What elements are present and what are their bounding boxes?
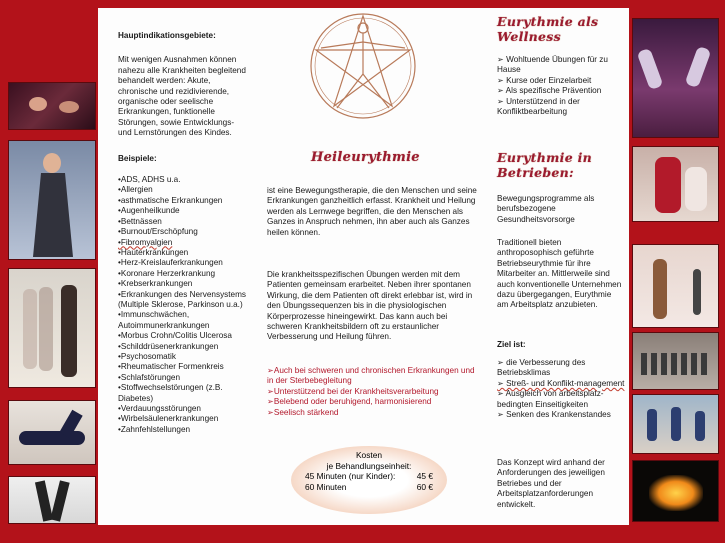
example-item: •Koronare Herzerkrankung — [118, 268, 216, 278]
wellness-item: ➢ Unterstützend in der Konfliktbearbeitung — [497, 96, 580, 117]
photo-group-red — [632, 146, 719, 222]
goal-item: ➢ Streß- und Konflikt-management — [497, 378, 625, 388]
example-item: •Psychosomatik — [118, 351, 176, 361]
cost-badge — [291, 446, 447, 514]
example-item: •Verdauungsstörungen — [118, 404, 201, 413]
vitruvian-pentagram-icon — [303, 8, 423, 124]
example-item: •Herz-Kreislauferkrankungen — [118, 258, 223, 268]
example-item: •ADS, ADHS u.a. — [118, 175, 181, 185]
indications-column — [98, 8, 263, 525]
example-item: •Rheumatischer Formenkreis — [118, 362, 224, 372]
example-item: •Immunschwächen, Autoimmunerkrankungen — [118, 310, 210, 330]
indications-heading: Hauptindikationsgebiete: — [118, 31, 216, 40]
example-item: •Allergien — [118, 185, 153, 195]
wellness-column — [489, 8, 629, 525]
heileurythmie-title: Heileurythmie — [311, 150, 420, 165]
cost-row-60 — [291, 482, 447, 493]
photo-stage-performance — [632, 460, 719, 522]
benefit-item: ➢Auch bei schweren und chronischen Erkrankungen und in der Sterbebegleitung — [267, 366, 475, 386]
benefits-list — [267, 366, 483, 418]
benefit-item: ➢Belebend oder beruhigend, harmonisierend — [267, 397, 432, 407]
example-item: •Morbus Crohn/Colitis Ulcerosa — [118, 331, 232, 341]
cost-row-45 — [291, 471, 447, 482]
example-item: •Bettnässen — [118, 216, 162, 226]
photo-hands — [8, 82, 96, 130]
cost-row-60-value: 60 € — [416, 481, 433, 492]
photo-boy-gesture — [8, 140, 96, 260]
wellness-item: ➢ Als spezifische Prävention — [497, 86, 602, 96]
photo-lying-exercise — [8, 400, 96, 465]
goal-item: ➢ die Verbesserung des Betriebsklimas — [497, 358, 586, 378]
benefit-item: ➢Unterstützend bei der Krankheitsverarbeitung — [267, 386, 439, 396]
cost-row-45-label: 45 Minuten (nur Kinder): — [305, 471, 396, 482]
example-item: •Augenheilkunde — [118, 206, 180, 216]
photo-hall-group — [632, 332, 719, 390]
betriebe-para-2: Traditionell bieten anthroposophisch geführte Betriebseurythmie für ihre Mitarbeiter an. Mittlerweile sind auch konventionelle Unternehmen dazu übergegangen, Eurythmie am Arbeitsplatz anzubieten. — [497, 238, 622, 310]
goals-list — [497, 358, 625, 420]
wellness-list — [497, 55, 622, 117]
wellness-item: ➢ Kurse oder Einzelarbeit — [497, 75, 592, 85]
example-item: •asthmatische Erkrankungen — [118, 195, 223, 205]
cost-subtitle: je Behandlungseinheit: — [326, 460, 412, 471]
examples-list — [118, 175, 246, 435]
photo-outdoor-class — [632, 394, 719, 454]
example-item: •Erkrankungen des Nervensystems (Multiple Sklerose, Parkinson u.a.) — [118, 289, 247, 309]
example-item: •Stoffwechselstörungen (z.B. Diabetes) — [118, 383, 223, 403]
cost-title: Kosten — [355, 450, 383, 460]
heileurythmie-paragraph-1: ist eine Bewegungstherapie, die den Menschen und seine Erkrankungen ganzheitlich erfasst. Krankheit und Heilung werden als Lernwege begriffen, die den Menschen als Ganzes in Anspruch nehmen, ihn aber auch als Ganzes heilen können. — [267, 186, 477, 237]
photo-stage-hands — [632, 18, 719, 138]
betriebe-para-3: Das Konzept wird anhand der Anforderungen des jeweiligen Betriebes und der Arbeitsplatzanforderungen entwickelt. — [497, 458, 605, 509]
cost-row-60-label: 60 Minuten — [305, 481, 347, 492]
betriebe-title: Eurythmie in Betrieben: — [497, 150, 593, 180]
example-item: •Fibromyalgien — [118, 237, 173, 247]
indications-intro: Mit wenigen Ausnahmen können nahezu alle Krankheiten begleitend behandelt werden: Akute, chronische und rezidivierende, organische oder seelische Erkrankungen, funktionelle Störungen, sowie Entwicklungs- und Lernstörungen des Kindes. — [118, 55, 246, 138]
benefit-item: ➢Seelisch stärkend — [267, 407, 339, 417]
photo-legs — [8, 476, 96, 524]
example-item: •Zahnfehlstellungen — [118, 424, 191, 434]
goal-item: ➢ Senken des Krankenstandes — [497, 410, 611, 420]
photo-gym-dance — [632, 244, 719, 328]
example-item: •Hauterkrankungen — [118, 247, 189, 257]
goal-heading: Ziel ist: — [497, 340, 526, 349]
example-item: •Schlafstörungen — [118, 372, 181, 382]
betriebe-para-1: Bewegungsprogramme als berufsbezogene Gesundheitsvorsorge — [497, 194, 595, 224]
example-item: •Krebserkrankungen — [118, 279, 193, 289]
heileurythmie-paragraph-2: Die krankheitsspezifischen Übungen werden mit dem Patienten gemeinsam erarbeitet. Neben ihrer spontanen Wirkung, die dem Patienten oft direkt erlebbar ist, wird in den Übungssequenzen bis in die physiologischen Körperprozesse hineingewirkt. Das kann auch bei schweren Krankheitsbildern oft zu erstaunlicher Verbesserung und Heilung führen. — [267, 270, 473, 342]
example-item: •Burnout/Erschöpfung — [118, 227, 198, 237]
example-item: •Wirbelsäulenerkrankungen — [118, 414, 219, 424]
photo-women-motion — [8, 268, 96, 388]
cost-row-45-value: 45 € — [416, 471, 433, 482]
wellness-item: ➢ Wohltuende Übungen für zu Hause — [497, 55, 608, 75]
goal-item: ➢ Ausgleich von arbeitsplatz-bedingten Einseitigkeiten — [497, 389, 604, 409]
wellness-title: Eurythmie als Wellness — [497, 14, 599, 44]
examples-heading: Beispiele: — [118, 153, 157, 163]
example-item: •Schilddrüsenerkrankungen — [118, 341, 219, 351]
